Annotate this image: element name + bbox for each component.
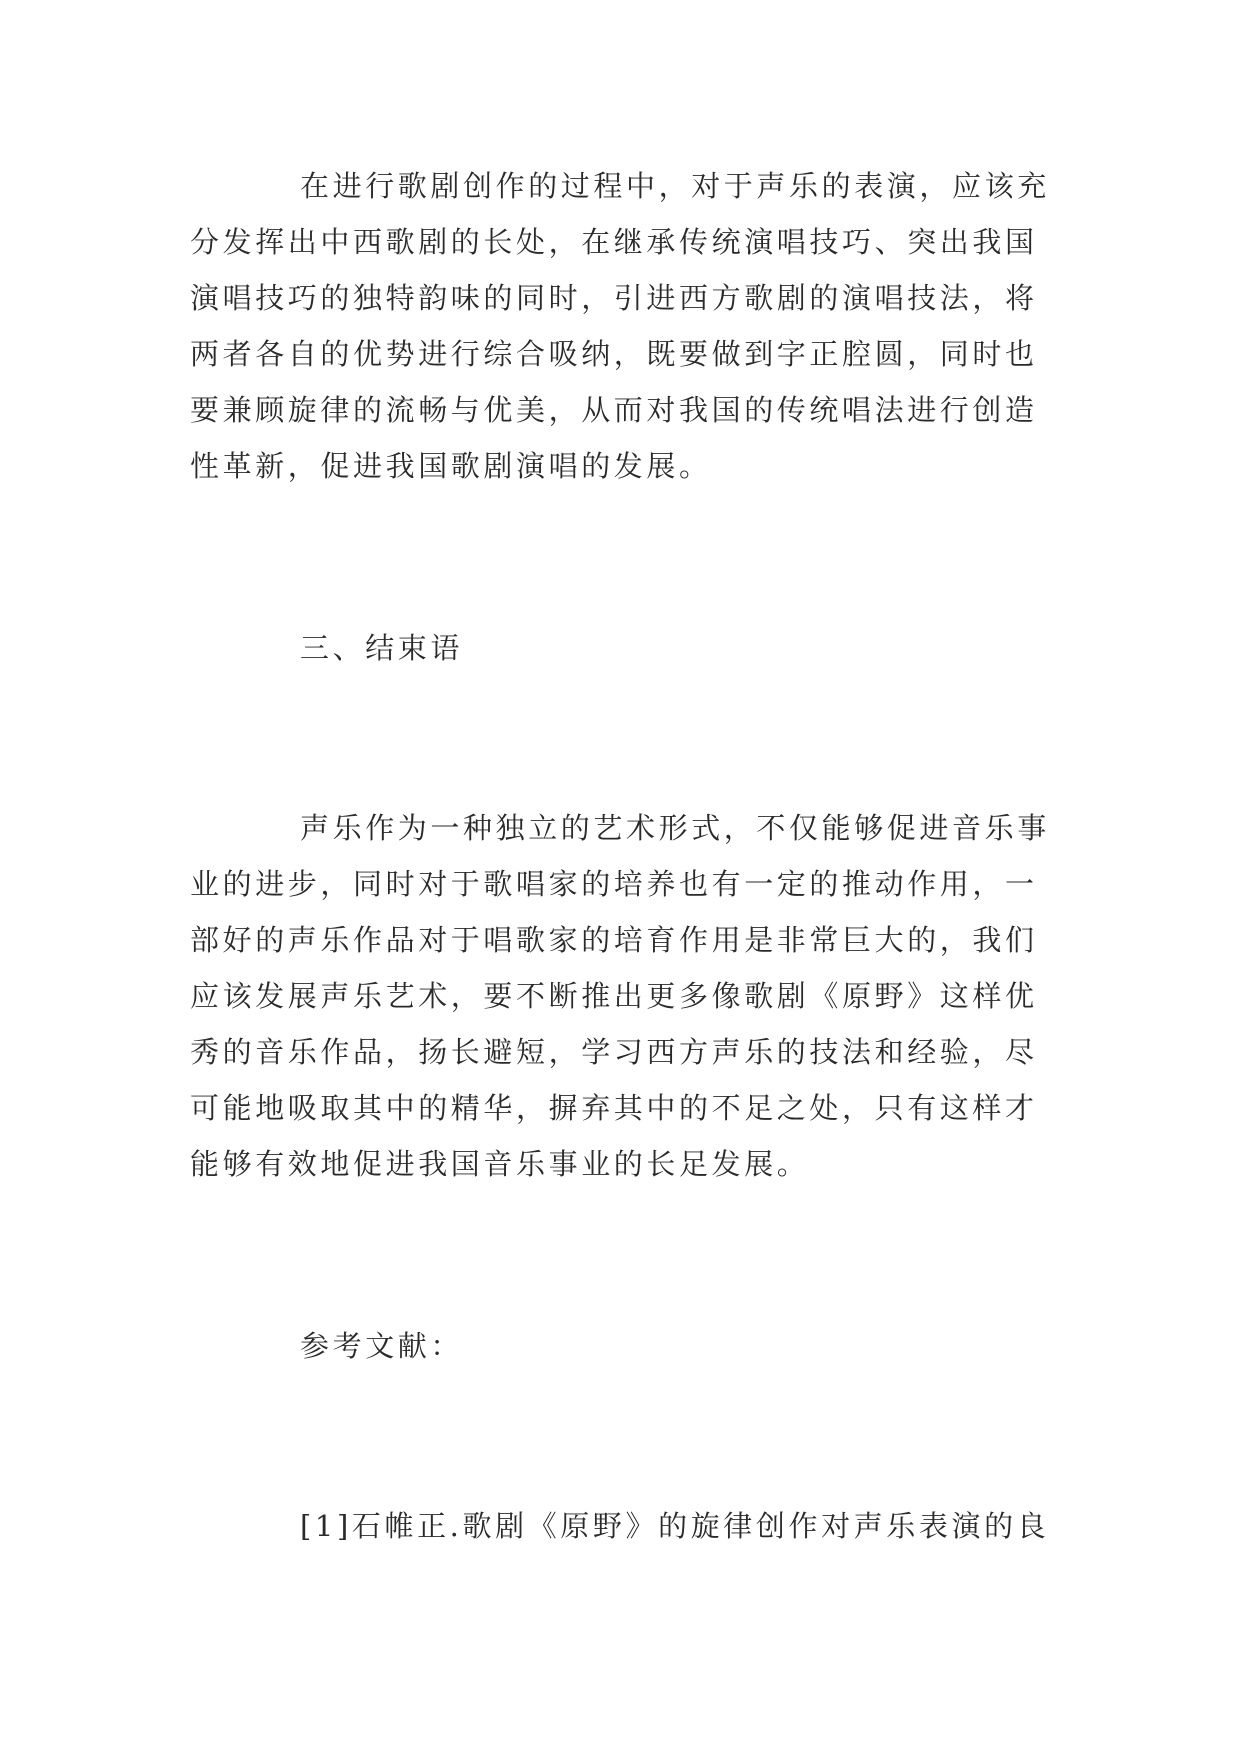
paragraph-line: 部好的声乐作品对于唱歌家的培育作用是非常巨大的，我们 [190, 923, 1038, 957]
paragraph-line: 在进行歌剧创作的过程中，对于声乐的表演，应该充 [300, 169, 1050, 203]
paragraph-line: 演唱技巧的独特韵味的同时，引进西方歌剧的演唱技法，将 [190, 281, 1038, 315]
paragraph-line: 声乐作为一种独立的艺术形式，不仅能够促进音乐事 [300, 811, 1050, 845]
paragraph-line: 应该发展声乐艺术，要不断推出更多像歌剧《原野》这样优 [190, 979, 1038, 1013]
paragraph-line: 要兼顾旋律的流畅与优美，从而对我国的传统唱法进行创造 [190, 393, 1038, 427]
paragraph-line: 可能地吸取其中的精华，摒弃其中的不足之处，只有这样才 [190, 1091, 1038, 1125]
reference-item: [1]石帷正.歌剧《原野》的旋律创作对声乐表演的良 [300, 1509, 1050, 1543]
paragraph-line: 能够有效地促进我国音乐事业的长足发展。 [190, 1147, 810, 1181]
paragraph-line: 秀的音乐作品，扬长避短，学习西方声乐的技法和经验，尽 [190, 1035, 1038, 1069]
paragraph-line: 性革新，促进我国歌剧演唱的发展。 [190, 449, 712, 483]
paragraph-line: 业的进步，同时对于歌唱家的培养也有一定的推动作用，一 [190, 867, 1038, 901]
paragraph-line: 分发挥出中西歌剧的长处，在继承传统演唱技巧、突出我国 [190, 225, 1038, 259]
paragraph-line: 两者各自的优势进行综合吸纳，既要做到字正腔圆，同时也 [190, 337, 1038, 371]
section-heading-conclusion: 三、结束语 [300, 631, 464, 665]
references-heading: 参考文献： [300, 1329, 464, 1363]
